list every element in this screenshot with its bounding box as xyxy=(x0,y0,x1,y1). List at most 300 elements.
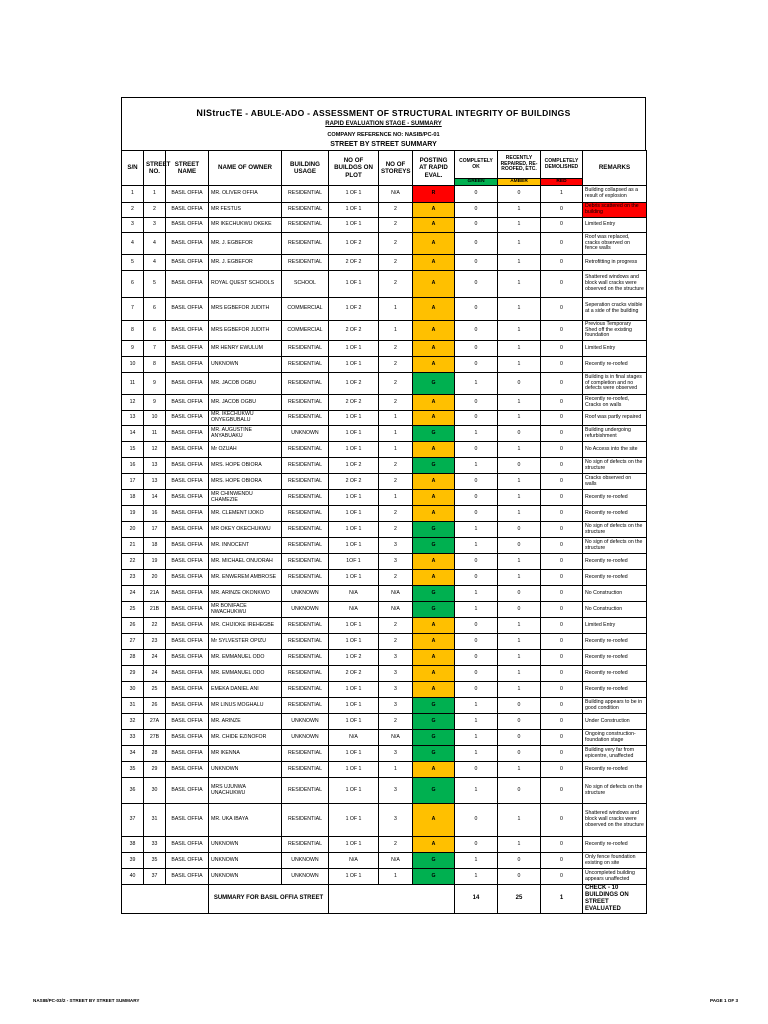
cell-posting: G xyxy=(413,602,455,618)
cell-street-name: BASIL OFFIA xyxy=(166,869,209,885)
cell-buildings: 1 OF 1 xyxy=(329,411,379,426)
cell-repaired: 1 xyxy=(498,203,541,218)
cell-buildings: 1 OF 2 xyxy=(329,650,379,666)
cell-street-name: BASIL OFFIA xyxy=(166,650,209,666)
cell-storeys: 2 xyxy=(379,203,413,218)
cell-usage: RESIDENTIAL xyxy=(282,490,329,506)
cell-owner: MR. ARINZE OKONKWO xyxy=(209,586,282,602)
table-row xyxy=(122,869,647,885)
cell-remarks: Recently re-roofed xyxy=(583,490,647,506)
cell-sn: 37 xyxy=(122,804,144,837)
table-row xyxy=(122,837,647,853)
cell-repaired: 0 xyxy=(498,458,541,474)
cell-buildings: 1 OF 1 xyxy=(329,442,379,458)
cell-remarks: Uncompleted building appears unaffected xyxy=(583,869,647,885)
cell-demolished: 0 xyxy=(541,395,583,411)
summary-ok-total: 14 xyxy=(455,885,498,914)
cell-remarks: No sign of defects on the structure xyxy=(583,458,647,474)
table-row xyxy=(122,341,647,357)
cell-usage: UNKNOWN xyxy=(282,714,329,730)
cell-repaired: 1 xyxy=(498,271,541,298)
cell-demolished: 0 xyxy=(541,506,583,522)
cell-sn: 39 xyxy=(122,853,144,869)
cell-demolished: 0 xyxy=(541,474,583,490)
cell-street-name: BASIL OFFIA xyxy=(166,357,209,373)
cell-owner: MR. ARINZE xyxy=(209,714,282,730)
cell-remarks: Shattered windows and block wall cracks were observed on the structure xyxy=(583,271,647,298)
cell-demolished: 0 xyxy=(541,570,583,586)
cell-usage: RESIDENTIAL xyxy=(282,837,329,853)
cell-demolished: 0 xyxy=(541,698,583,714)
table-row xyxy=(122,586,647,602)
cell-street-no: 13 xyxy=(144,474,166,490)
cell-demolished: 0 xyxy=(541,442,583,458)
cell-remarks: Building appears to be in good condition xyxy=(583,698,647,714)
cell-owner: MR. JACOB OGBU xyxy=(209,395,282,411)
col-header-street-name: STREET NAME xyxy=(166,151,209,186)
table-row xyxy=(122,218,647,233)
cell-buildings: 1 OF 1 xyxy=(329,490,379,506)
cell-posting: A xyxy=(413,490,455,506)
cell-storeys: 2 xyxy=(379,570,413,586)
cell-storeys: 3 xyxy=(379,778,413,804)
col-header-buildings: NO OF BUILDGS ON PLOT xyxy=(329,151,379,186)
cell-ok: 1 xyxy=(455,538,498,554)
cell-ok: 0 xyxy=(455,411,498,426)
cell-storeys: 2 xyxy=(379,506,413,522)
cell-street-name: BASIL OFFIA xyxy=(166,395,209,411)
cell-owner: MR. ENWEREM AMBROSE xyxy=(209,570,282,586)
cell-sn: 34 xyxy=(122,746,144,762)
cell-owner: MR. CLEMENT IJOKO xyxy=(209,506,282,522)
table-row xyxy=(122,698,647,714)
cell-owner: MRS UJUNWA UNACHUKWU xyxy=(209,778,282,804)
cell-ok: 0 xyxy=(455,634,498,650)
cell-ok: 0 xyxy=(455,186,498,203)
cell-sn: 31 xyxy=(122,698,144,714)
table-row xyxy=(122,357,647,373)
cell-buildings: 1 OF 2 xyxy=(329,298,379,321)
cell-sn: 1 xyxy=(122,186,144,203)
cell-sn: 40 xyxy=(122,869,144,885)
cell-buildings: 1 OF 1 xyxy=(329,426,379,442)
cell-posting: A xyxy=(413,837,455,853)
cell-ok: 0 xyxy=(455,554,498,570)
report-title xyxy=(122,98,645,118)
cell-remarks: Cracks observed on walls xyxy=(583,474,647,490)
cell-repaired: 0 xyxy=(498,602,541,618)
cell-street-name: BASIL OFFIA xyxy=(166,714,209,730)
col-header-owner: NAME OF OWNER xyxy=(209,151,282,186)
cell-ok: 0 xyxy=(455,570,498,586)
cell-usage: RESIDENTIAL xyxy=(282,474,329,490)
table-row xyxy=(122,538,647,554)
cell-owner: MRS EGBEFOR JUDITH xyxy=(209,298,282,321)
table-row xyxy=(122,203,647,218)
table-row xyxy=(122,490,647,506)
cell-buildings: N/A xyxy=(329,586,379,602)
cell-ok: 1 xyxy=(455,698,498,714)
cell-remarks: No sign of defects on the structure xyxy=(583,538,647,554)
cell-owner: MR. UKA IBAYA xyxy=(209,804,282,837)
cell-sn: 18 xyxy=(122,490,144,506)
cell-posting: A xyxy=(413,411,455,426)
cell-buildings: 1 OF 2 xyxy=(329,458,379,474)
cell-posting: G xyxy=(413,778,455,804)
cell-buildings: 1 OF 1 xyxy=(329,746,379,762)
cell-owner: MR. CHIDE EZINOFOR xyxy=(209,730,282,746)
legend-red: RED xyxy=(541,179,583,186)
cell-street-name: BASIL OFFIA xyxy=(166,218,209,233)
cell-demolished: 0 xyxy=(541,490,583,506)
cell-street-name: BASIL OFFIA xyxy=(166,778,209,804)
cell-repaired: 1 xyxy=(498,341,541,357)
table-row xyxy=(122,474,647,490)
cell-owner: ROYAL QUEST SCHOOLS xyxy=(209,271,282,298)
cell-repaired: 0 xyxy=(498,698,541,714)
cell-demolished: 0 xyxy=(541,298,583,321)
cell-repaired: 0 xyxy=(498,778,541,804)
cell-demolished: 0 xyxy=(541,341,583,357)
cell-sn: 11 xyxy=(122,373,144,395)
cell-usage: RESIDENTIAL xyxy=(282,804,329,837)
cell-remarks: Recently re-roofed xyxy=(583,666,647,682)
cell-remarks: Recently re-roofed xyxy=(583,570,647,586)
cell-repaired: 1 xyxy=(498,321,541,341)
cell-remarks: Recently re-roofed, Cracks on walls xyxy=(583,395,647,411)
cell-demolished: 0 xyxy=(541,714,583,730)
cell-buildings: 1 OF 1 xyxy=(329,682,379,698)
cell-remarks: Building is in final stages of completion and no defects were observed xyxy=(583,373,647,395)
cell-storeys: 2 xyxy=(379,458,413,474)
table-row xyxy=(122,233,647,255)
cell-posting: A xyxy=(413,218,455,233)
cell-posting: A xyxy=(413,634,455,650)
cell-repaired: 1 xyxy=(498,650,541,666)
cell-owner: MR. J. EGBEFOR xyxy=(209,233,282,255)
cell-owner: MR CHINWENDU CHAMEZIE xyxy=(209,490,282,506)
cell-owner: MR IKENNA xyxy=(209,746,282,762)
cell-demolished: 0 xyxy=(541,538,583,554)
cell-buildings: 1 OF 1 xyxy=(329,218,379,233)
cell-street-no: 19 xyxy=(144,554,166,570)
cell-posting: G xyxy=(413,426,455,442)
cell-buildings: 1 OF 1 xyxy=(329,538,379,554)
table-row xyxy=(122,570,647,586)
cell-street-name: BASIL OFFIA xyxy=(166,618,209,634)
cell-owner: UNKNOWN xyxy=(209,853,282,869)
cell-posting: A xyxy=(413,804,455,837)
col-header-usage: BUILDING USAGE xyxy=(282,151,329,186)
cell-usage: RESIDENTIAL xyxy=(282,255,329,271)
cell-repaired: 1 xyxy=(498,682,541,698)
cell-street-no: 16 xyxy=(144,506,166,522)
cell-buildings: 1 OF 1 xyxy=(329,634,379,650)
cell-remarks: Retrofitting in progress xyxy=(583,255,647,271)
cell-owner: UNKNOWN xyxy=(209,869,282,885)
cell-remarks: Roof was replaced, cracks observed on fence walls xyxy=(583,233,647,255)
cell-repaired: 1 xyxy=(498,506,541,522)
cell-usage: RESIDENTIAL xyxy=(282,522,329,538)
cell-street-no: 4 xyxy=(144,255,166,271)
cell-storeys: 2 xyxy=(379,233,413,255)
cell-repaired: 0 xyxy=(498,522,541,538)
cell-owner: MR BONIFACE NWACHUKWU xyxy=(209,602,282,618)
cell-street-no: 31 xyxy=(144,804,166,837)
cell-owner: UNKNOWN xyxy=(209,357,282,373)
cell-remarks: Building collapsed as a result of explosion xyxy=(583,186,647,203)
col-header-demolished: COMPLETELY DEMOLISHED xyxy=(541,151,583,179)
cell-storeys: 2 xyxy=(379,618,413,634)
cell-remarks: Recently re-roofed xyxy=(583,634,647,650)
cell-repaired: 1 xyxy=(498,666,541,682)
cell-usage: RESIDENTIAL xyxy=(282,218,329,233)
table-row xyxy=(122,602,647,618)
cell-street-no: 24 xyxy=(144,650,166,666)
cell-demolished: 0 xyxy=(541,869,583,885)
cell-street-no: 26 xyxy=(144,698,166,714)
cell-remarks: Under Construction xyxy=(583,714,647,730)
cell-street-name: BASIL OFFIA xyxy=(166,602,209,618)
cell-storeys: 1 xyxy=(379,426,413,442)
cell-usage: UNKNOWN xyxy=(282,426,329,442)
cell-sn: 27 xyxy=(122,634,144,650)
cell-storeys: 1 xyxy=(379,411,413,426)
cell-demolished: 0 xyxy=(541,618,583,634)
cell-street-no: 1 xyxy=(144,186,166,203)
cell-owner: MR. INNOCENT xyxy=(209,538,282,554)
cell-demolished: 0 xyxy=(541,522,583,538)
cell-street-no: 22 xyxy=(144,618,166,634)
cell-usage: RESIDENTIAL xyxy=(282,666,329,682)
cell-street-no: 10 xyxy=(144,411,166,426)
stage-title: RAPID EVALUATION STAGE - SUMMARY xyxy=(325,121,442,127)
cell-street-no: 8 xyxy=(144,357,166,373)
cell-street-name: BASIL OFFIA xyxy=(166,271,209,298)
cell-demolished: 0 xyxy=(541,357,583,373)
cell-usage: RESIDENTIAL xyxy=(282,762,329,778)
cell-ok: 1 xyxy=(455,426,498,442)
cell-repaired: 1 xyxy=(498,762,541,778)
cell-street-name: BASIL OFFIA xyxy=(166,762,209,778)
cell-ok: 0 xyxy=(455,321,498,341)
cell-buildings: 1 OF 1 xyxy=(329,186,379,203)
cell-ok: 0 xyxy=(455,442,498,458)
cell-repaired: 1 xyxy=(498,490,541,506)
cell-usage: RESIDENTIAL xyxy=(282,373,329,395)
table-row xyxy=(122,442,647,458)
cell-street-no: 6 xyxy=(144,321,166,341)
cell-repaired: 1 xyxy=(498,804,541,837)
cell-usage: UNKNOWN xyxy=(282,853,329,869)
cell-remarks: No Construction xyxy=(583,586,647,602)
cell-demolished: 0 xyxy=(541,373,583,395)
cell-usage: RESIDENTIAL xyxy=(282,395,329,411)
cell-street-name: BASIL OFFIA xyxy=(166,321,209,341)
cell-repaired: 1 xyxy=(498,442,541,458)
cell-usage: RESIDENTIAL xyxy=(282,458,329,474)
table-row xyxy=(122,762,647,778)
cell-sn: 22 xyxy=(122,554,144,570)
cell-posting: G xyxy=(413,853,455,869)
cell-usage: UNKNOWN xyxy=(282,602,329,618)
cell-repaired: 0 xyxy=(498,538,541,554)
cell-storeys: 2 xyxy=(379,357,413,373)
cell-street-name: BASIL OFFIA xyxy=(166,698,209,714)
cell-remarks: Limited Entry xyxy=(583,218,647,233)
table-row xyxy=(122,426,647,442)
table-row xyxy=(122,853,647,869)
cell-street-no: 29 xyxy=(144,762,166,778)
table-row xyxy=(122,666,647,682)
cell-street-name: BASIL OFFIA xyxy=(166,411,209,426)
cell-remarks: Recently re-roofed xyxy=(583,506,647,522)
cell-posting: A xyxy=(413,341,455,357)
cell-posting: A xyxy=(413,666,455,682)
cell-usage: RESIDENTIAL xyxy=(282,411,329,426)
cell-storeys: 1 xyxy=(379,762,413,778)
cell-street-name: BASIL OFFIA xyxy=(166,666,209,682)
cell-ok: 0 xyxy=(455,837,498,853)
cell-sn: 7 xyxy=(122,298,144,321)
cell-buildings: 1OF 1 xyxy=(329,554,379,570)
cell-street-no: 20 xyxy=(144,570,166,586)
cell-buildings: 2 OF 2 xyxy=(329,255,379,271)
cell-usage: RESIDENTIAL xyxy=(282,570,329,586)
cell-street-name: BASIL OFFIA xyxy=(166,522,209,538)
cell-owner: UNKNOWN xyxy=(209,762,282,778)
cell-remarks: Seperation cracks visible at a side of the building xyxy=(583,298,647,321)
cell-owner: MR. AUGUSTINE ANYABUAKU xyxy=(209,426,282,442)
cell-demolished: 0 xyxy=(541,804,583,837)
cell-ok: 1 xyxy=(455,373,498,395)
cell-usage: RESIDENTIAL xyxy=(282,634,329,650)
cell-storeys: 1 xyxy=(379,298,413,321)
cell-street-no: 9 xyxy=(144,373,166,395)
cell-owner: MRS. HOPE OBIORA xyxy=(209,458,282,474)
cell-buildings: 1 OF 1 xyxy=(329,203,379,218)
cell-usage: SCHOOL xyxy=(282,271,329,298)
cell-sn: 9 xyxy=(122,341,144,357)
cell-sn: 16 xyxy=(122,458,144,474)
cell-ok: 0 xyxy=(455,233,498,255)
cell-street-no: 14 xyxy=(144,490,166,506)
cell-buildings: 1 OF 1 xyxy=(329,570,379,586)
table-row xyxy=(122,682,647,698)
cell-sn: 24 xyxy=(122,586,144,602)
cell-street-name: BASIL OFFIA xyxy=(166,458,209,474)
cell-remarks: Previous Temporary Shed off the existing foundation xyxy=(583,321,647,341)
cell-buildings: 1 OF 1 xyxy=(329,698,379,714)
cell-street-no: 33 xyxy=(144,837,166,853)
cell-storeys: 3 xyxy=(379,666,413,682)
cell-storeys: 3 xyxy=(379,538,413,554)
cell-owner: MR. JACOB OGBU xyxy=(209,373,282,395)
table-row xyxy=(122,650,647,666)
cell-remarks: Shattered windows and block wall cracks were observed on the structure xyxy=(583,804,647,837)
cell-ok: 0 xyxy=(455,298,498,321)
cell-street-no: 37 xyxy=(144,869,166,885)
cell-street-name: BASIL OFFIA xyxy=(166,186,209,203)
cell-repaired: 0 xyxy=(498,730,541,746)
cell-street-name: BASIL OFFIA xyxy=(166,538,209,554)
cell-street-no: 2 xyxy=(144,203,166,218)
table-row xyxy=(122,714,647,730)
cell-repaired: 1 xyxy=(498,218,541,233)
cell-repaired: 1 xyxy=(498,474,541,490)
cell-demolished: 0 xyxy=(541,458,583,474)
cell-demolished: 0 xyxy=(541,233,583,255)
cell-posting: A xyxy=(413,570,455,586)
cell-owner: MR. MICHAEL ONUORAH xyxy=(209,554,282,570)
cell-usage: RESIDENTIAL xyxy=(282,186,329,203)
footer-right: PAGE 1 OF 3 xyxy=(710,998,738,1003)
cell-ok: 0 xyxy=(455,804,498,837)
table-row xyxy=(122,321,647,341)
cell-ok: 0 xyxy=(455,357,498,373)
cell-remarks: Recently re-roofed xyxy=(583,837,647,853)
cell-remarks: Recently re-roofed xyxy=(583,554,647,570)
report-sheet xyxy=(121,97,646,914)
table-row xyxy=(122,634,647,650)
cell-storeys: 2 xyxy=(379,634,413,650)
cell-sn: 35 xyxy=(122,762,144,778)
cell-posting: A xyxy=(413,395,455,411)
title-main: - ABULE-ADO - ASSESSMENT OF STRUCTURAL INTEGRITY OF BUILDINGS xyxy=(242,108,571,118)
cell-demolished: 0 xyxy=(541,426,583,442)
cell-owner: MR IKECHUKWU OKEKE xyxy=(209,218,282,233)
cell-street-no: 27B xyxy=(144,730,166,746)
cell-sn: 28 xyxy=(122,650,144,666)
summary-check: CHECK - 10 BUILDINGS ON STREET EVALUATED xyxy=(583,885,647,914)
summary-demolished-total: 1 xyxy=(541,885,583,914)
cell-repaired: 1 xyxy=(498,298,541,321)
cell-posting: A xyxy=(413,298,455,321)
title-block xyxy=(121,97,646,150)
cell-storeys: N/A xyxy=(379,586,413,602)
table-row xyxy=(122,458,647,474)
cell-usage: RESIDENTIAL xyxy=(282,554,329,570)
cell-usage: RESIDENTIAL xyxy=(282,538,329,554)
cell-repaired: 0 xyxy=(498,426,541,442)
cell-street-no: 6 xyxy=(144,298,166,321)
summary-row xyxy=(122,885,647,914)
cell-street-name: BASIL OFFIA xyxy=(166,554,209,570)
cell-buildings: 1 OF 1 xyxy=(329,506,379,522)
cell-buildings: 2 OF 2 xyxy=(329,474,379,490)
cell-street-no: 3 xyxy=(144,218,166,233)
cell-street-no: 9 xyxy=(144,395,166,411)
cell-owner: MRS EGBEFOR JUDITH xyxy=(209,321,282,341)
cell-ok: 1 xyxy=(455,869,498,885)
cell-usage: RESIDENTIAL xyxy=(282,233,329,255)
cell-street-no: 12 xyxy=(144,442,166,458)
cell-posting: A xyxy=(413,650,455,666)
table-row xyxy=(122,554,647,570)
cell-storeys: N/A xyxy=(379,186,413,203)
table-row xyxy=(122,411,647,426)
cell-buildings: 2 OF 2 xyxy=(329,395,379,411)
cell-sn: 4 xyxy=(122,233,144,255)
cell-repaired: 1 xyxy=(498,357,541,373)
cell-posting: A xyxy=(413,506,455,522)
cell-sn: 3 xyxy=(122,218,144,233)
cell-street-name: BASIL OFFIA xyxy=(166,426,209,442)
cell-remarks: No Access into the site xyxy=(583,442,647,458)
cell-usage: RESIDENTIAL xyxy=(282,203,329,218)
cell-sn: 2 xyxy=(122,203,144,218)
cell-buildings: 1 OF 1 xyxy=(329,618,379,634)
